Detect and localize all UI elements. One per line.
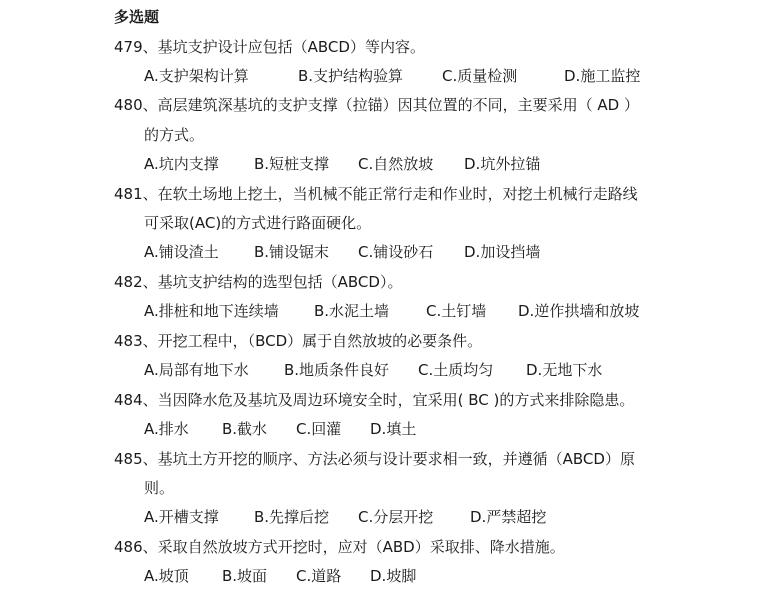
question-485: 485、基坑土方开挖的顺序、方法必须与设计要求相一致，并遵循（ABCD）原 <box>114 450 635 468</box>
question-481-continued: 可采取(AC)的方式进行路面硬化。 <box>144 214 372 232</box>
option-483-d: D.无地下水 <box>526 361 603 379</box>
option-482-a: A.排桩和地下连续墙 <box>144 302 279 320</box>
option-484-a: A.排水 <box>144 420 189 438</box>
option-484-d: D.填土 <box>370 420 417 438</box>
option-480-d: D.坑外拉锚 <box>464 155 541 173</box>
option-483-c: C.土质均匀 <box>418 361 494 379</box>
option-479-c: C.质量检测 <box>442 67 518 85</box>
option-485-d: D.严禁超挖 <box>470 508 547 526</box>
option-482-d: D.逆作拱墙和放坡 <box>518 302 640 320</box>
option-482-c: C.土钉墙 <box>426 302 487 320</box>
question-480: 480、高层建筑深基坑的支护支撑（拉锚）因其位置的不同，主要采用（ AD ） <box>114 96 639 114</box>
option-484-b: B.截水 <box>222 420 268 438</box>
option-486-d: D.坡脚 <box>370 567 417 585</box>
question-484: 484、当因降水危及基坑及周边环境安全时，宜采用( BC )的方式来排除隐患。 <box>114 391 635 409</box>
option-481-a: A.铺设渣土 <box>144 243 219 261</box>
option-485-a: A.开槽支撑 <box>144 508 219 526</box>
option-482-b: B.水泥土墙 <box>314 302 390 320</box>
option-486-a: A.坡顶 <box>144 567 189 585</box>
option-481-c: C.铺设砂石 <box>358 243 434 261</box>
option-479-b: B.支护结构验算 <box>298 67 404 85</box>
option-483-a: A.局部有地下水 <box>144 361 249 379</box>
option-485-b: B.先撑后挖 <box>254 508 330 526</box>
option-481-d: D.加设挡墙 <box>464 243 541 261</box>
option-484-c: C.回灌 <box>296 420 342 438</box>
question-480-continued: 的方式。 <box>144 126 205 144</box>
question-485-continued: 则。 <box>144 479 175 497</box>
question-486: 486、采取自然放坡方式开挖时，应对（ABD）采取排、降水措施。 <box>114 538 565 556</box>
option-480-a: A.坑内支撑 <box>144 155 219 173</box>
option-486-c: C.道路 <box>296 567 342 585</box>
option-483-b: B.地质条件良好 <box>284 361 390 379</box>
option-480-c: C.自然放坡 <box>358 155 434 173</box>
option-480-b: B.短桩支撑 <box>254 155 330 173</box>
option-479-a: A.支护架构计算 <box>144 67 249 85</box>
question-482: 482、基坑支护结构的选型包括（ABCD）。 <box>114 273 403 291</box>
question-479: 479、基坑支护设计应包括（ABCD）等内容。 <box>114 38 425 56</box>
question-483: 483、开挖工程中，（BCD）属于自然放坡的必要条件。 <box>114 332 483 350</box>
option-479-d: D.施工监控 <box>564 67 641 85</box>
option-485-c: C.分层开挖 <box>358 508 434 526</box>
option-481-b: B.铺设锯末 <box>254 243 330 261</box>
option-486-b: B.坡面 <box>222 567 268 585</box>
section-title: 多选题 <box>114 8 160 26</box>
question-481: 481、在软土场地上挖土，当机械不能正常行走和作业时，对挖土机械行走路线 <box>114 185 638 203</box>
